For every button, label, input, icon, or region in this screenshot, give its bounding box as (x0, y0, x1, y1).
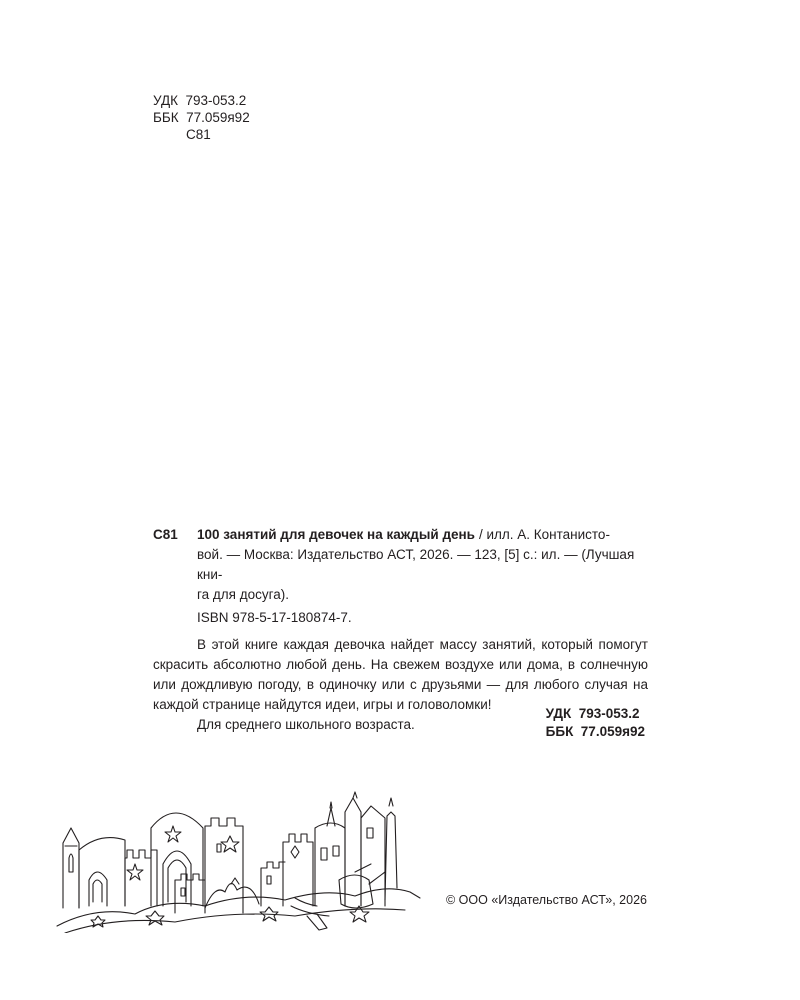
book-title: 100 занятий для девочек на каждый день (197, 527, 475, 542)
annotation: В этой книге каждая девочка найдет массу занятий, который помогут скрасить абсолютно любой день. На свежем воздухе или дома, в солнечную или дождливую погоду, в одиночку или с друзьями — для любого случая на каждой странице найдутся идеи, игры и головоломки! (153, 637, 648, 712)
top-classification-block (153, 92, 250, 143)
age-note: Для среднего школьного возраста. (197, 717, 415, 732)
bibliographic-record (153, 525, 648, 735)
bbk-code: ББК 77.059я92 (153, 110, 250, 125)
copyright-notice: © ООО «Издательство АСТ», 2026 (446, 893, 647, 907)
cutter-mark: С81 (186, 127, 211, 142)
record-line-3: га для досуга). (197, 587, 289, 602)
illustrator-note: / илл. А. Контанисто- (478, 527, 610, 542)
udk-code: УДК 793-053.2 (153, 93, 247, 108)
sandcastle-illustration (55, 788, 440, 933)
isbn: ISBN 978-5-17-180874-7. (197, 610, 352, 625)
bottom-classification-block (546, 705, 645, 741)
record-cutter-code: С81 (153, 527, 178, 542)
record-line-2: вой. — Москва: Издательство АСТ, 2026. — 123, [5] с.: ил. — (Лучшая кни- (197, 547, 635, 582)
record-first-line (153, 525, 648, 545)
udk-code-bottom: УДК 793-053.2 (545, 706, 640, 721)
bbk-code-bottom: ББК 77.059я92 (545, 724, 645, 739)
